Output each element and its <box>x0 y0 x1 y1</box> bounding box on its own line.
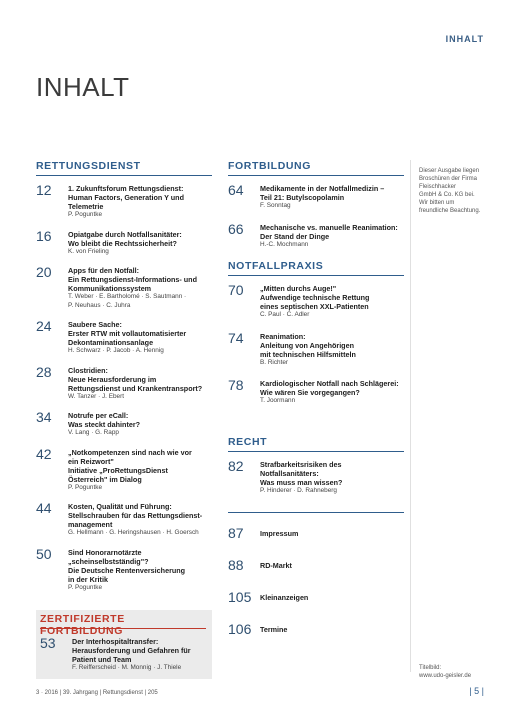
page-number: 20 <box>36 264 52 280</box>
toc-entry[interactable] <box>228 329 404 368</box>
left-column <box>36 160 212 602</box>
toc-entry[interactable] <box>36 266 212 310</box>
entry-title: Mechanische vs. manuelle Reanimation: Der Stand der Dinge <box>260 222 398 241</box>
page-number: 16 <box>36 227 52 244</box>
entry-title: Reanimation: Anleitung von Angehörigen mit technischen Hilfsmitteln <box>260 331 356 359</box>
entry-authors: T. Joormann <box>260 397 296 404</box>
entry-authors: H. Schwarz · P. Jacob · A. Hennig <box>68 347 164 354</box>
cert-box <box>36 610 212 679</box>
page-number: 24 <box>36 318 52 334</box>
entry-title: Kleinanzeigen <box>260 593 309 602</box>
entry-title: Strafbarkeitsrisiken des Notfallsanitäters: Was muss man wissen? <box>260 460 343 487</box>
toc-entry[interactable] <box>36 545 212 593</box>
page-number: 82 <box>228 458 244 474</box>
entry-authors: H.-C. Mochmann <box>260 240 309 248</box>
sidenote: Dieser Ausgabe liegen Broschüren der Firma Fleischhacker GmbH & Co. KG bei. Wir bitten um freundliche Beachtung. <box>419 168 481 214</box>
entry-authors: C. Paul · C. Adler <box>260 311 310 318</box>
toc-entry[interactable] <box>40 637 206 673</box>
page-number: 28 <box>36 363 52 380</box>
section-fortbildung: FORTBILDUNG <box>228 160 404 176</box>
entry-authors: P. Poguntke <box>68 583 102 591</box>
entry-authors: P. Hinderer · D. Rahneberg <box>260 487 337 494</box>
toc-entry[interactable] <box>36 363 212 402</box>
entry-authors: T. Weber · E. Bartholomé · S. Sautmann · P. Neuhaus · C. Juhra <box>68 293 187 309</box>
page-number: 87 <box>228 525 244 541</box>
toc-entry[interactable] <box>228 379 404 406</box>
toc-list <box>228 184 404 249</box>
toc-list <box>36 184 212 592</box>
toc-list <box>228 284 404 406</box>
entry-authors: P. Poguntke <box>68 211 102 218</box>
entry-authors: P. Poguntke <box>68 483 102 491</box>
toc-entry[interactable] <box>36 320 212 356</box>
entry-title: Sind Honorarnotärzte „scheinselbstständig"? Die Deutsche Rentenversicherung in der Kritik <box>68 547 186 584</box>
toc-entry[interactable] <box>228 220 404 250</box>
section-recht: RECHT <box>228 436 404 452</box>
entry-authors: G. Hellmann · G. Heringshausen · H. Goersch <box>68 529 199 536</box>
section-notfallpraxis: NOTFALLPRAXIS <box>228 260 404 276</box>
toc-entry[interactable] <box>228 527 404 547</box>
entry-authors: W. Tanzer · J. Ebert <box>68 392 124 400</box>
header-label: INHALT <box>445 34 484 44</box>
toc-entry[interactable] <box>36 227 212 257</box>
entry-authors: K. von Frieling <box>68 247 109 255</box>
entry-title: Der Interhospitaltransfer: Herausforderung und Gefahren für Patient und Team <box>72 637 191 664</box>
entry-title: Notrufe per eCall: Was steckt dahinter? <box>68 411 141 429</box>
entry-title: Kardiologischer Notfall nach Schlägerei: Wie wären Sie vorgegangen? <box>260 379 399 397</box>
misc-list <box>228 512 404 655</box>
toc-entry[interactable] <box>228 284 404 320</box>
entry-title: „Mitten durchs Auge!" Aufwendige technische Rettung eines septischen XXL-Patienten <box>260 284 370 311</box>
page-title: INHALT <box>36 72 130 102</box>
entry-title: Termine <box>260 625 288 634</box>
toc-entry[interactable] <box>228 591 404 611</box>
toc-entry[interactable] <box>36 184 212 220</box>
entry-title: „Notkompetenzen sind nach wie vor ein Reizwort" Initiative „ProRettungsDienst Österreich" im Dialog <box>68 447 192 484</box>
page-number: 42 <box>36 445 52 462</box>
entry-title: Clostridien: Neue Herausforderung im Rettungsdienst und Krankentransport? <box>68 365 203 393</box>
page-number: 12 <box>36 182 52 198</box>
entry-authors: F. Sonntag <box>260 202 291 209</box>
section-rettungsdienst: RETTUNGSDIENST <box>36 160 212 176</box>
page-number: 74 <box>228 329 244 346</box>
page-number: 66 <box>228 220 244 237</box>
mid-column <box>228 160 404 261</box>
page-number: 53 <box>40 635 56 651</box>
entry-title: Medikamente in der Notfallmedizin – Teil 21: Butylscopolamin <box>260 184 385 202</box>
section-zertifizierte-fortbildung: ZERTIFIZIERTE FORTBILDUNG <box>40 613 206 629</box>
entry-title: RD-Markt <box>260 561 292 570</box>
entry-title: Apps für den Notfall: Ein Rettungsdienst-Informations- und Kommunikationssystem <box>68 266 197 293</box>
toc-entry[interactable] <box>36 411 212 438</box>
column-divider <box>410 160 411 672</box>
page-number: 50 <box>36 545 52 562</box>
entry-title: 1. Zukunftsforum Rettungsdienst: Human Factors, Generation Y und Telemetrie <box>68 184 184 211</box>
page-number: 78 <box>228 377 244 393</box>
toc-entry[interactable] <box>228 623 404 643</box>
entry-title: Kosten, Qualität und Führung: Stellschrauben für das Rettungsdienst- management <box>68 502 203 529</box>
mid-column-3 <box>228 436 404 508</box>
entry-authors: F. Reifferscheid · M. Monnig · J. Thiele <box>72 664 182 671</box>
entry-authors: B. Richter <box>260 358 289 366</box>
page-number-footer: | 5 | <box>469 686 484 696</box>
entry-title: Impressum <box>260 529 299 538</box>
page-number: 64 <box>228 182 244 198</box>
toc-entry[interactable] <box>228 184 404 211</box>
mid-column-2 <box>228 260 404 418</box>
cover-credit: Titelbild: www.udo-geisler.de <box>419 665 472 679</box>
page-number: 44 <box>36 500 52 516</box>
toc-entry[interactable] <box>228 460 404 496</box>
toc-list <box>228 460 404 496</box>
entry-title: Opiatgabe durch Notfallsanitäter: Wo bleibt die Rechtssicherheit? <box>68 229 182 248</box>
page-number: 34 <box>36 409 52 425</box>
toc-entry[interactable] <box>228 559 404 579</box>
toc-entry[interactable] <box>36 502 212 538</box>
page-number: 105 <box>228 589 252 605</box>
page-number: 88 <box>228 557 244 573</box>
page-number: 70 <box>228 282 244 298</box>
toc-entry[interactable] <box>36 445 212 493</box>
page-number: 106 <box>228 621 252 637</box>
entry-authors: V. Lang · G. Rapp <box>68 429 119 436</box>
footer: 3 · 2016 | 39. Jahrgang | Rettungsdienst | 205 <box>36 690 158 696</box>
entry-title: Saubere Sache: Erster RTW mit vollautomatisierter Dekontaminationsanlage <box>68 320 187 347</box>
